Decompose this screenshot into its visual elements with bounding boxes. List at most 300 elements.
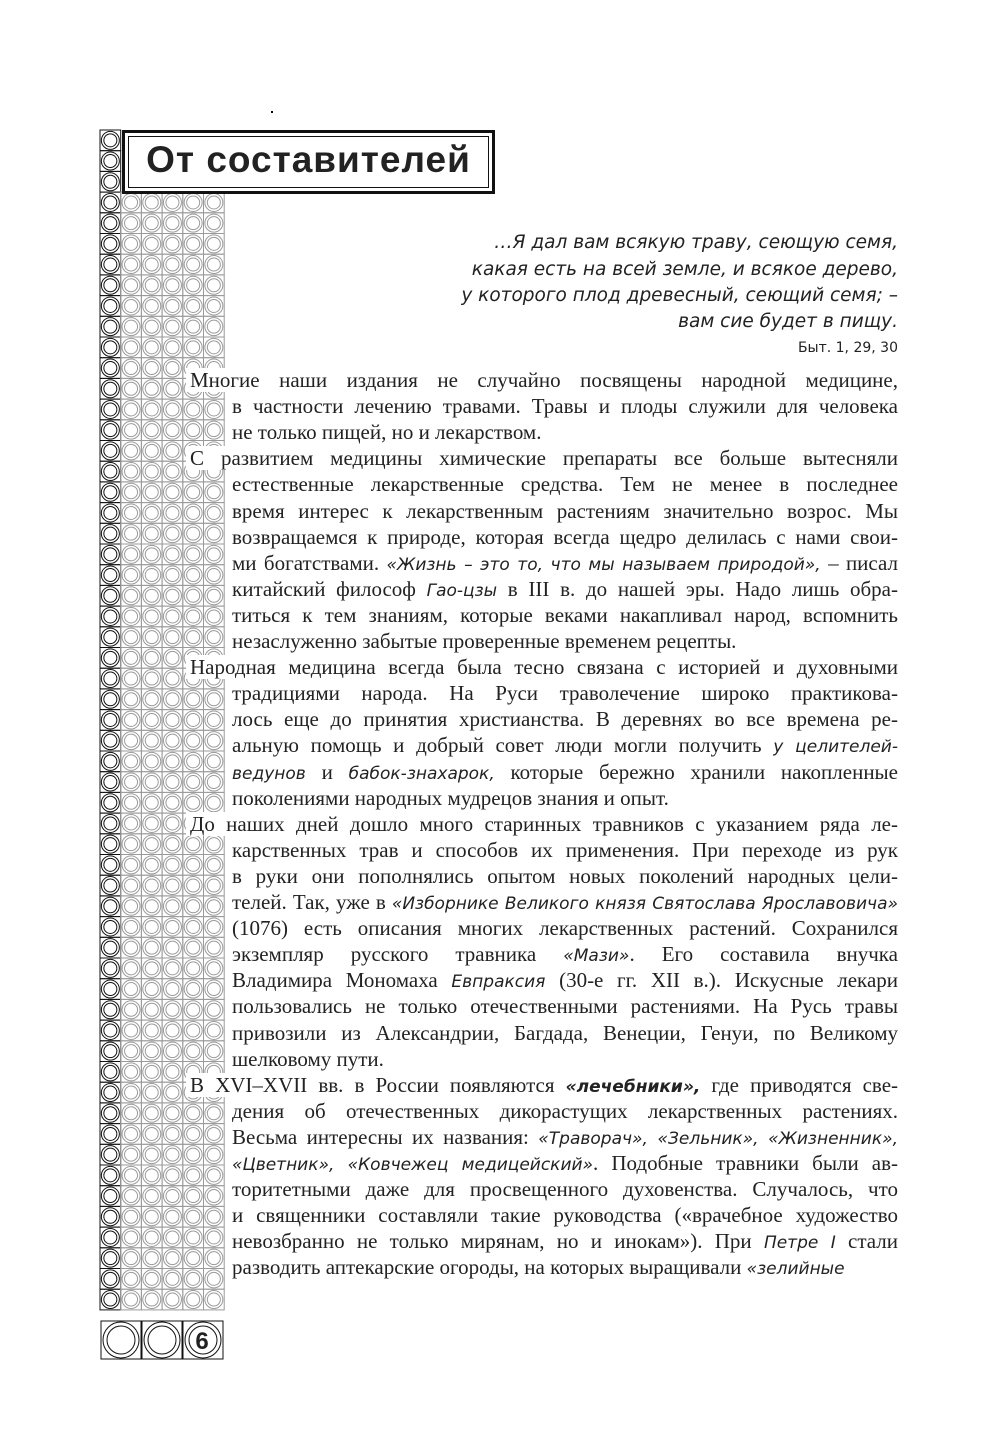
pattern-grey-cell: [162, 275, 183, 296]
pattern-grey-cell: [204, 958, 225, 979]
pattern-grey-cell: [121, 1248, 142, 1269]
pattern-grey-cell: [141, 917, 162, 938]
pattern-grey-cell: [141, 937, 162, 958]
pattern-grey-cell: [162, 316, 183, 337]
pattern-grey-cell: [121, 1269, 142, 1290]
emphasis-text: «лечебники»,: [565, 1076, 701, 1097]
pattern-grey-cell: [204, 979, 225, 1000]
pattern-grey-cell: [141, 1144, 162, 1165]
pattern-grey-cell: [162, 523, 183, 544]
text-run: возвращаемся к природе, которая всегда щедро делилась с нами свои-: [232, 524, 898, 549]
pattern-grey-cell: [121, 565, 142, 586]
text-run: привозили из Александрии, Багдада, Венеции, Генуи, по Великому: [232, 1020, 898, 1045]
pattern-grey-cell: [183, 316, 204, 337]
pattern-grey-cell: [141, 751, 162, 772]
pattern-grey-cell: [141, 1206, 162, 1227]
pattern-grey-cell: [141, 772, 162, 793]
pattern-dark-cell: [100, 316, 121, 337]
pattern-grey-cell: [204, 1186, 225, 1207]
pattern-grey-cell: [141, 399, 162, 420]
page-number-box: [100, 1320, 224, 1360]
pattern-grey-cell: [121, 503, 142, 524]
text-run: разводить аптекарские огороды, на которых выращивали: [232, 1255, 747, 1280]
pattern-grey-cell: [183, 979, 204, 1000]
pattern-grey-cell: [204, 627, 225, 648]
pattern-grey-cell: [141, 1124, 162, 1145]
pattern-grey-cell: [121, 813, 142, 834]
pattern-grey-cell: [162, 1124, 183, 1145]
pattern-grey-cell: [183, 565, 204, 586]
pattern-grey-cell: [204, 606, 225, 627]
pattern-grey-cell: [121, 296, 142, 317]
pattern-grey-cell: [162, 461, 183, 482]
pattern-dark-cell: [100, 751, 121, 772]
pattern-grey-cell: [183, 606, 204, 627]
pattern-grey-cell: [141, 503, 162, 524]
pattern-dark-cell: [100, 834, 121, 855]
pattern-dark-cell: [100, 792, 121, 813]
pattern-grey-cell: [204, 937, 225, 958]
text-line: [232, 838, 898, 862]
pattern-grey-cell: [162, 917, 183, 938]
pattern-grey-cell: [183, 1124, 204, 1145]
pattern-grey-cell: [162, 1041, 183, 1062]
pattern-grey-cell: [121, 192, 142, 213]
pattern-dark-cell: [100, 606, 121, 627]
pattern-grey-cell: [121, 1144, 142, 1165]
pattern-grey-cell: [162, 855, 183, 876]
pattern-dark-cell: [100, 813, 121, 834]
pattern-grey-cell: [121, 1082, 142, 1103]
text-line: [186, 1073, 898, 1097]
pattern-dark-cell: [100, 234, 121, 255]
pattern-grey-cell: [121, 544, 142, 565]
text-line: [232, 499, 898, 523]
pattern-grey-cell: [141, 855, 162, 876]
text-line: [232, 864, 898, 888]
pattern-grey-cell: [121, 523, 142, 544]
text-run: Народная медицина всегда была тесно связана с историей и духовными: [190, 655, 898, 680]
pattern-grey-cell: [141, 689, 162, 710]
text-run: не только пищей, но и лекарством.: [232, 420, 542, 445]
pattern-grey-cell: [162, 1144, 183, 1165]
pattern-grey-cell: [162, 192, 183, 213]
pattern-grey-cell: [141, 213, 162, 234]
pattern-dark-cell: [100, 917, 121, 938]
pattern-dark-cell: [100, 875, 121, 896]
text-run: незаслуженно забытые проверенные временем рецепты.: [232, 629, 737, 653]
pattern-grey-cell: [162, 710, 183, 731]
pattern-grey-cell: [162, 1248, 183, 1269]
pattern-dark-cell: [100, 1124, 121, 1145]
pattern-grey-cell: [204, 1020, 225, 1041]
pattern-grey-cell: [183, 937, 204, 958]
text-run: – писал: [820, 550, 898, 575]
pattern-grey-cell: [162, 999, 183, 1020]
pattern-grey-cell: [183, 875, 204, 896]
pattern-grey-cell: [141, 999, 162, 1020]
pattern-grey-cell: [121, 1041, 142, 1062]
text-run: шелковому пути.: [232, 1046, 384, 1071]
pattern-dark-cell: [100, 523, 121, 544]
pattern-dark-cell: [100, 1248, 121, 1269]
pattern-grey-cell: [204, 254, 225, 275]
pattern-grey-cell: [121, 1186, 142, 1207]
pattern-grey-cell: [141, 296, 162, 317]
pattern-grey-cell: [183, 254, 204, 275]
pattern-grey-cell: [162, 648, 183, 669]
text-line: [232, 1021, 898, 1045]
pattern-grey-cell: [162, 1227, 183, 1248]
emphasis-text: Петре I: [763, 1233, 836, 1254]
pattern-grey-cell: [183, 213, 204, 234]
pattern-dark-cell: [100, 1041, 121, 1062]
pattern-grey-cell: [204, 192, 225, 213]
pattern-dark-cell: [100, 192, 121, 213]
pattern-grey-cell: [162, 937, 183, 958]
text-line: [232, 707, 898, 731]
pattern-grey-cell: [204, 337, 225, 358]
pattern-grey-cell: [141, 875, 162, 896]
text-run: стали: [835, 1229, 899, 1254]
pattern-dark-cell: [100, 710, 121, 731]
pattern-grey-cell: [204, 585, 225, 606]
pattern-grey-cell: [183, 1165, 204, 1186]
pattern-dark-cell: [100, 130, 121, 151]
text-run: дения об отечественных дикорастущих лекарственных растениях.: [232, 1098, 898, 1123]
pattern-grey-cell: [162, 1186, 183, 1207]
pattern-dark-cell: [100, 1082, 121, 1103]
text-line: [232, 1177, 898, 1201]
pattern-grey-cell: [204, 1144, 225, 1165]
pattern-grey-cell: [141, 1269, 162, 1290]
emphasis-text: «Траворач», «Зельник», «Жизненник»,: [538, 1128, 898, 1149]
pattern-dark-cell: [100, 730, 121, 751]
page-number-circle: [107, 1326, 135, 1354]
text-run: где приводятся све-: [700, 1072, 899, 1097]
pattern-grey-cell: [183, 792, 204, 813]
pattern-grey-cell: [162, 503, 183, 524]
pattern-grey-cell: [183, 917, 204, 938]
pattern-grey-cell: [204, 544, 225, 565]
pattern-grey-cell: [183, 1186, 204, 1207]
pattern-grey-cell: [141, 1248, 162, 1269]
pattern-grey-cell: [183, 730, 204, 751]
text-run: телей. Так, уже в: [232, 890, 392, 914]
pattern-grey-cell: [204, 792, 225, 813]
pattern-dark-cell: [100, 1186, 121, 1207]
pattern-grey-cell: [183, 1103, 204, 1124]
pattern-grey-cell: [121, 358, 142, 379]
pattern-dark-cell: [100, 482, 121, 503]
pattern-grey-cell: [141, 192, 162, 213]
text-run: и: [305, 759, 349, 784]
page-number-circle: [148, 1326, 176, 1354]
pattern-dark-cell: [100, 1165, 121, 1186]
pattern-grey-cell: [162, 606, 183, 627]
text-run: (30-е гг. XII в.). Искусные лекари: [545, 968, 899, 993]
text-run: . Подобные травники были ав-: [593, 1151, 898, 1175]
pattern-grey-cell: [162, 254, 183, 275]
pattern-grey-cell: [183, 1248, 204, 1269]
pattern-dark-cell: [100, 1206, 121, 1227]
pattern-grey-cell: [162, 958, 183, 979]
pattern-grey-cell: [141, 792, 162, 813]
epigraph-line: какая есть на всей земле, и всякое дерево,: [471, 259, 898, 280]
pattern-grey-cell: [121, 979, 142, 1000]
text-line: [232, 603, 898, 627]
pattern-grey-cell: [183, 482, 204, 503]
pattern-grey-cell: [141, 316, 162, 337]
text-run: поколениями народных мудрецов знания и опыт.: [232, 785, 669, 810]
text-line: [232, 577, 898, 601]
text-line: [232, 1229, 898, 1253]
text-run: традициями народа. На Руси траволечение широко практикова-: [232, 681, 898, 706]
pattern-grey-cell: [183, 1041, 204, 1062]
chapter-title: От составителей: [146, 139, 471, 180]
pattern-grey-cell: [141, 1165, 162, 1186]
pattern-grey-cell: [162, 296, 183, 317]
text-line: [232, 1203, 898, 1227]
text-line: [186, 368, 898, 392]
pattern-grey-cell: [121, 648, 142, 669]
text-run: естественные лекарственные средства. Тем не менее в последнее: [232, 472, 898, 497]
pattern-grey-cell: [162, 565, 183, 586]
pattern-grey-cell: [183, 1206, 204, 1227]
pattern-grey-cell: [121, 875, 142, 896]
pattern-grey-cell: [162, 772, 183, 793]
pattern-grey-cell: [183, 544, 204, 565]
pattern-grey-cell: [141, 1020, 162, 1041]
pattern-dark-cell: [100, 627, 121, 648]
pattern-grey-cell: [121, 958, 142, 979]
pattern-dark-cell: [100, 958, 121, 979]
pattern-grey-cell: [162, 1103, 183, 1124]
pattern-grey-cell: [121, 917, 142, 938]
text-line: [232, 1151, 898, 1175]
emphasis-text: бабок-знахарок,: [348, 763, 495, 784]
pattern-grey-cell: [204, 1248, 225, 1269]
pattern-grey-cell: [141, 565, 162, 586]
pattern-grey-cell: [121, 1062, 142, 1083]
pattern-grey-cell: [141, 979, 162, 1000]
pattern-grey-cell: [204, 834, 225, 855]
pattern-grey-cell: [121, 254, 142, 275]
pattern-grey-cell: [204, 999, 225, 1020]
pattern-grey-cell: [141, 1289, 162, 1310]
pattern-grey-cell: [141, 668, 162, 689]
pattern-grey-cell: [183, 192, 204, 213]
pattern-grey-cell: [162, 1082, 183, 1103]
pattern-grey-cell: [141, 461, 162, 482]
pattern-grey-cell: [162, 979, 183, 1000]
pattern-dark-cell: [100, 855, 121, 876]
text-run: . Его составила внучка: [629, 942, 898, 967]
pattern-grey-cell: [204, 399, 225, 420]
text-run: лось еще до принятия христианства. В деревнях во все времена ре-: [232, 707, 898, 732]
pattern-dark-cell: [100, 544, 121, 565]
pattern-dark-cell: [100, 461, 121, 482]
pattern-grey-cell: [204, 523, 225, 544]
pattern-grey-cell: [141, 710, 162, 731]
text-run: карственных трав и способов их применения. При переходе из рук: [232, 837, 898, 862]
pattern-grey-cell: [141, 606, 162, 627]
pattern-grey-cell: [121, 337, 142, 358]
pattern-grey-cell: [162, 399, 183, 420]
pattern-grey-cell: [204, 689, 225, 710]
pattern-grey-cell: [121, 1165, 142, 1186]
pattern-dark-cell: [100, 689, 121, 710]
emphasis-text: «зелийные: [746, 1259, 845, 1280]
pattern-grey-cell: [204, 503, 225, 524]
pattern-grey-cell: [141, 358, 162, 379]
pattern-grey-cell: [183, 1289, 204, 1310]
text-run: пользовались не только отечественными растениями. На Русь травы: [232, 994, 898, 1019]
pattern-grey-cell: [121, 1289, 142, 1310]
pattern-dark-cell: [100, 503, 121, 524]
pattern-dark-cell: [100, 296, 121, 317]
pattern-grey-cell: [183, 627, 204, 648]
pattern-grey-cell: [121, 275, 142, 296]
pattern-grey-cell: [141, 627, 162, 648]
pattern-grey-cell: [162, 1289, 183, 1310]
pattern-grey-cell: [204, 1124, 225, 1145]
pattern-grey-cell: [141, 523, 162, 544]
text-run: ми богатствами.: [232, 550, 387, 575]
pattern-dark-cell: [100, 399, 121, 420]
text-run: экземпляр русского травника: [232, 942, 564, 967]
pattern-grey-cell: [162, 792, 183, 813]
chapter-title-box: [122, 130, 495, 194]
pattern-grey-cell: [183, 958, 204, 979]
pattern-grey-cell: [162, 896, 183, 917]
pattern-grey-cell: [204, 875, 225, 896]
pattern-dark-cell: [100, 378, 121, 399]
pattern-grey-cell: [183, 1144, 204, 1165]
pattern-grey-cell: [162, 813, 183, 834]
epigraph-line: у которого плод древесный, сеющий семя; –: [461, 285, 898, 306]
pattern-grey-cell: [162, 730, 183, 751]
pattern-grey-cell: [121, 1206, 142, 1227]
pattern-grey-cell: [141, 420, 162, 441]
pattern-grey-cell: [204, 234, 225, 255]
pattern-dark-cell: [100, 151, 121, 172]
emphasis-text: «Изборнике Великого князя Святослава Ярославовича»: [391, 894, 898, 914]
pattern-grey-cell: [204, 420, 225, 441]
pattern-grey-cell: [141, 730, 162, 751]
text-line: [232, 472, 898, 496]
pattern-grey-cell: [204, 730, 225, 751]
text-run: и священники составляли такие руководства («врачебное художество: [232, 1203, 898, 1228]
emphasis-text: «Цветник», «Ковчежец медицейский»: [232, 1155, 594, 1175]
pattern-grey-cell: [121, 378, 142, 399]
text-line: [232, 994, 898, 1018]
page-mark: [271, 111, 273, 113]
pattern-grey-cell: [204, 565, 225, 586]
pattern-grey-cell: [162, 234, 183, 255]
pattern-dark-cell: [100, 171, 121, 192]
pattern-grey-cell: [121, 316, 142, 337]
pattern-dark-cell: [100, 668, 121, 689]
pattern-dark-cell: [100, 1103, 121, 1124]
text-line: [232, 1125, 898, 1149]
emphasis-text: ведунов: [232, 763, 306, 784]
pattern-grey-cell: [121, 1020, 142, 1041]
emphasis-text: «Мази»: [563, 946, 630, 967]
text-run: Владимира Мономаха: [232, 968, 452, 993]
pattern-grey-cell: [204, 751, 225, 772]
pattern-grey-cell: [141, 1227, 162, 1248]
text-line: [232, 760, 898, 784]
page-number-circle: [103, 1322, 139, 1358]
text-line: [232, 786, 898, 810]
pattern-grey-cell: [121, 1103, 142, 1124]
pattern-grey-cell: [141, 585, 162, 606]
pattern-grey-cell: [162, 1062, 183, 1083]
pattern-dark-cell: [100, 358, 121, 379]
pattern-grey-cell: [183, 855, 204, 876]
pattern-grey-cell: [183, 834, 204, 855]
pattern-dark-cell: [100, 937, 121, 958]
pattern-grey-cell: [204, 1289, 225, 1310]
text-line: [232, 551, 898, 575]
emphasis-text: «Жизнь – это то, что мы называем природой»,: [386, 554, 821, 575]
epigraph-reference: Быт. 1, 29, 30: [797, 340, 898, 356]
pattern-grey-cell: [121, 213, 142, 234]
pattern-grey-cell: [162, 689, 183, 710]
pattern-grey-cell: [141, 1082, 162, 1103]
pattern-grey-cell: [141, 275, 162, 296]
epigraph-line: вам сие будет в пищу.: [678, 311, 898, 332]
pattern-grey-cell: [141, 1186, 162, 1207]
pattern-dark-cell: [100, 213, 121, 234]
pattern-grey-cell: [183, 523, 204, 544]
text-line: [232, 1099, 898, 1123]
pattern-grey-cell: [121, 461, 142, 482]
pattern-grey-cell: [162, 875, 183, 896]
pattern-dark-cell: [100, 648, 121, 669]
pattern-grey-cell: [183, 772, 204, 793]
pattern-grey-cell: [183, 585, 204, 606]
pattern-grey-cell: [162, 627, 183, 648]
pattern-grey-cell: [141, 648, 162, 669]
pattern-grey-cell: [204, 275, 225, 296]
pattern-dark-cell: [100, 441, 121, 462]
pattern-dark-cell: [100, 979, 121, 1000]
pattern-dark-cell: [100, 772, 121, 793]
pattern-grey-cell: [183, 503, 204, 524]
pattern-grey-cell: [162, 378, 183, 399]
text-run: титься к тем знаниям, которые веками накапливал народ, вспомнить: [232, 602, 898, 627]
pattern-grey-cell: [204, 896, 225, 917]
text-line: [232, 942, 898, 966]
pattern-grey-cell: [141, 234, 162, 255]
text-line: [232, 890, 898, 914]
text-run: в III в. до нашей эры. Надо лишь обра-: [497, 576, 898, 601]
pattern-grey-cell: [204, 917, 225, 938]
pattern-grey-cell: [162, 441, 183, 462]
pattern-dark-cell: [100, 1289, 121, 1310]
pattern-grey-cell: [141, 834, 162, 855]
pattern-dark-cell: [100, 1020, 121, 1041]
pattern-dark-cell: [100, 565, 121, 586]
emphasis-text: Евпраксия: [451, 972, 546, 993]
pattern-grey-cell: [121, 792, 142, 813]
pattern-grey-cell: [141, 896, 162, 917]
pattern-grey-cell: [121, 234, 142, 255]
text-run: время интерес к лекарственным растениям значительно возрос. Мы: [232, 498, 898, 523]
pattern-grey-cell: [183, 710, 204, 731]
